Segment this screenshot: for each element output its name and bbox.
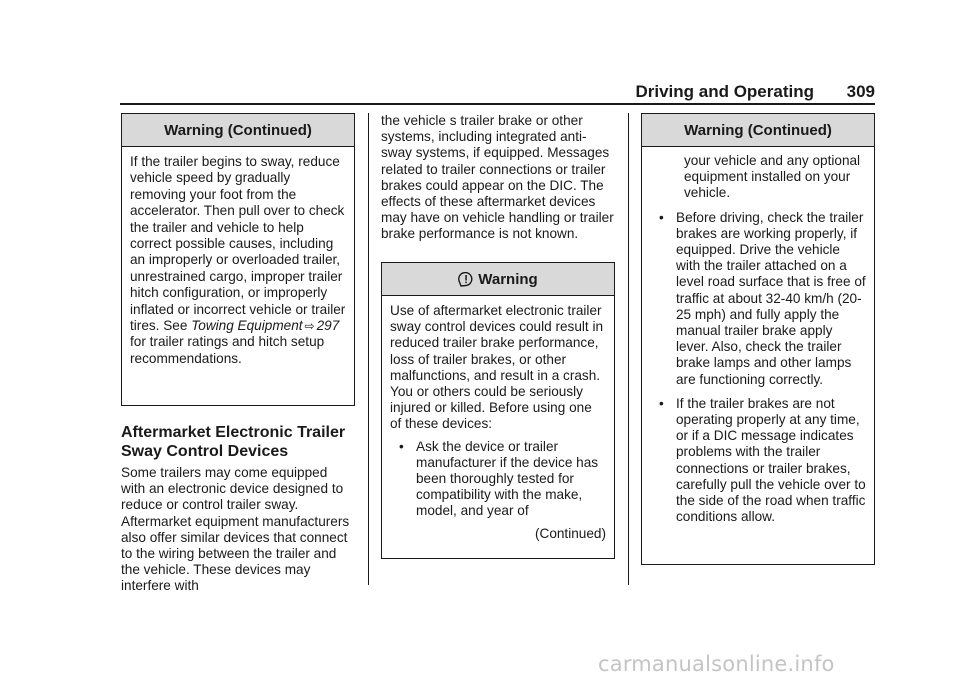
xref-link[interactable]: Towing Equipment bbox=[191, 318, 303, 334]
xref-page[interactable]: 297 bbox=[316, 318, 340, 334]
column-divider-1 bbox=[368, 113, 369, 585]
warning-box-text: Use of aftermarket electronic trailer sway control devices could result in reduced trailer brake performance, loss of trailer brakes, or other malfunctions, and result in a crash. You or others could be seriously injured or killed. Before using one of these devices: bbox=[390, 303, 604, 432]
warning-box-body bbox=[642, 147, 874, 532]
section-title: Driving and Operating bbox=[635, 82, 814, 101]
warning-box-body bbox=[122, 147, 354, 374]
body-paragraph-2: the vehicle s trailer brake or other systems, including integrated anti-sway systems, if equipped. Messages related to trailer connections or trailer brakes could appear on the DIC. The effects of these aftermarket devices may have on vehicle handling or trailer brake performance is not known. bbox=[381, 113, 614, 242]
bullet-glyph: • bbox=[399, 438, 404, 454]
bullet-glyph: • bbox=[659, 395, 664, 411]
page-number: 309 bbox=[846, 82, 875, 101]
warning-box-text: your vehicle and any optional equipment installed on your vehicle. bbox=[684, 153, 861, 201]
body-paragraph-1: Some trailers may come equipped with an electronic device designed to reduce or control trailer sway. Aftermarket equipment manufacturers also offer similar devices that connect to the wiring between the trailer and the vehicle. These devices may interfere with bbox=[121, 465, 350, 594]
list-item: • Before driving, check the trailer brakes are working properly, if equipped. Drive the vehicle with the trailer attached on a level road surface that is free of traffic at about 32-40 km/h (20-25 mph) and fully apply the manual trailer brake apply lever. Also, check the trailer brake lamps and other lamps are functioning correctly. bbox=[659, 209, 866, 387]
list-item: • If the trailer brakes are not operating properly at any time, or if a DIC message indicates problems with the trailer connections or trailer brakes, carefully pull the vehicle over to the side of the road when traffic conditions allow. bbox=[659, 395, 866, 525]
section-heading: Aftermarket Electronic Trailer Sway Control Devices bbox=[121, 424, 346, 460]
watermark: carmanualsonline.info bbox=[598, 652, 835, 676]
column-divider-2 bbox=[628, 113, 629, 585]
warning-continued-box-1 bbox=[121, 113, 355, 406]
warning-box-text: If the trailer begins to sway, reduce vehicle speed by gradually removing your foot from the accelerator. Then pull over to check the trailer and vehicle to help correct possible causes, including an improperly or overloaded trailer, unrestrained cargo, improper trailer hitch configuration, or improperly inflated or incorrect vehicle or trailer tires. See Towing Equipment ⇨ 297 for trailer ratings and hitch setup recommendations. bbox=[130, 154, 346, 366]
warning-continued-box-3 bbox=[641, 113, 875, 565]
warning-box-2 bbox=[381, 262, 615, 559]
warning-box-body bbox=[382, 296, 614, 549]
warning-box-title: Warning bbox=[382, 263, 614, 296]
warning-box-title: Warning (Continued) bbox=[642, 114, 874, 147]
continued-label: (Continued) bbox=[534, 525, 606, 541]
header-rule bbox=[120, 103, 875, 105]
warning-box-title: Warning (Continued) bbox=[122, 114, 354, 147]
page-ref-arrow-icon: ⇨ bbox=[304, 319, 315, 334]
page-header bbox=[120, 82, 875, 104]
list-item: • Ask the device or trailer manufacturer if the device has been thoroughly tested for compatibility with the make, model, and year of bbox=[399, 438, 599, 519]
warning-icon bbox=[458, 272, 474, 287]
bullet-glyph: • bbox=[659, 209, 664, 225]
